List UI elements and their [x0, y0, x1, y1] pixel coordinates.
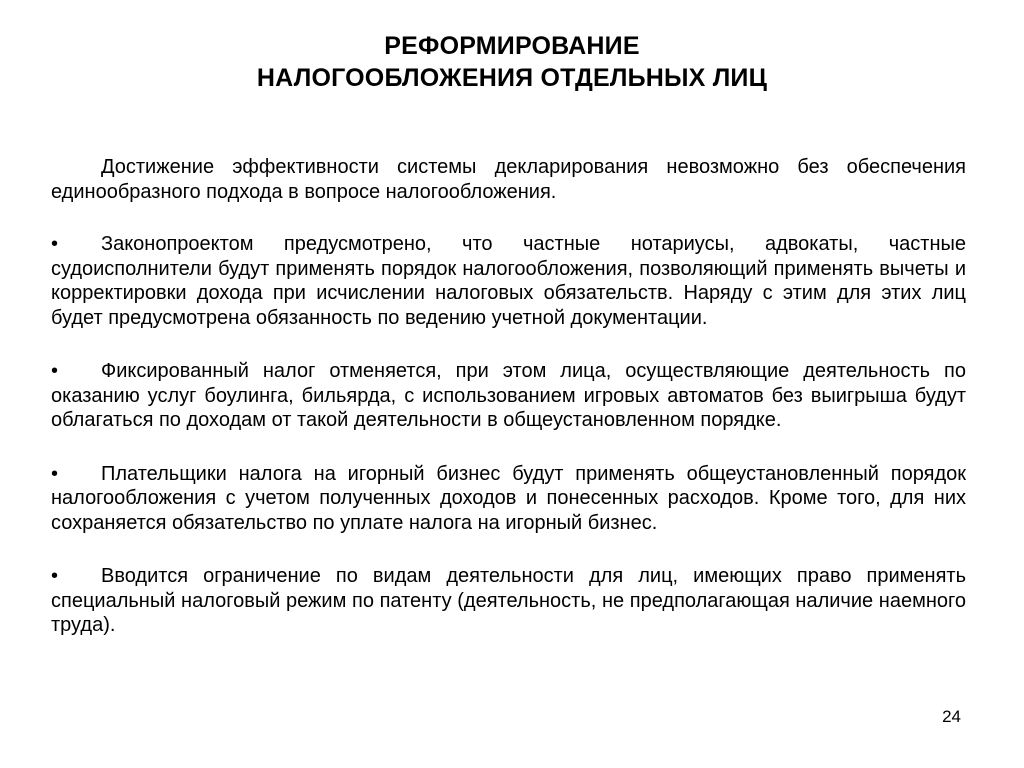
bullet-marker: • [51, 233, 59, 255]
intro-paragraph: Достижение эффективности системы декларирования невозможно без обеспечения единообразного подхода в вопросе налогообложения. [51, 156, 966, 203]
bullet-item [51, 359, 966, 433]
bullet-marker: • [51, 360, 59, 382]
bullet-text: Вводится ограничение по видам деятельности для лиц, имеющих право применять специальный налоговый режим по патенту (деятельность, не предполагающая наличие наемного труда). [51, 565, 966, 636]
slide-title [0, 30, 1024, 94]
bullet-text: Законопроектом предусмотрено, что частные нотариусы, адвокаты, частные судоисполнители будут применять порядок налогообложения, позволяющий применять вычеты и корректировки дохода при исчислении налоговых обязательств. Наряду с этим для этих лиц будет предусмотрена обязанность по ведению учетной документации. [51, 233, 966, 329]
title-line-2: НАЛОГООБЛОЖЕНИЯ ОТДЕЛЬНЫХ ЛИЦ [256, 64, 768, 92]
bullet-marker: • [51, 565, 59, 587]
bullet-item [51, 564, 966, 638]
page-number: 24 [942, 707, 961, 726]
title-line-1: РЕФОРМИРОВАНИЕ [384, 32, 640, 60]
bullet-marker: • [51, 462, 59, 485]
bullet-item [51, 232, 966, 330]
bullet-text: Фиксированный налог отменяется, при этом лица, осуществляющие деятельность по оказанию услуг боулинга, бильярда, с использованием игровых автоматов без выигрыша будут облагаться по доходам от такой деятельности в общеустановленном порядке. [51, 360, 966, 431]
bullet-item [51, 462, 966, 536]
slide-content [51, 155, 966, 638]
bullet-text: Плательщики налога на игорный бизнес будут применять общеустановленный порядок налогообложения с учетом полученных доходов и понесенных расходов. Кроме того, для них сохраняется обязательство по уплате налога на игорный бизнес. [51, 462, 966, 534]
